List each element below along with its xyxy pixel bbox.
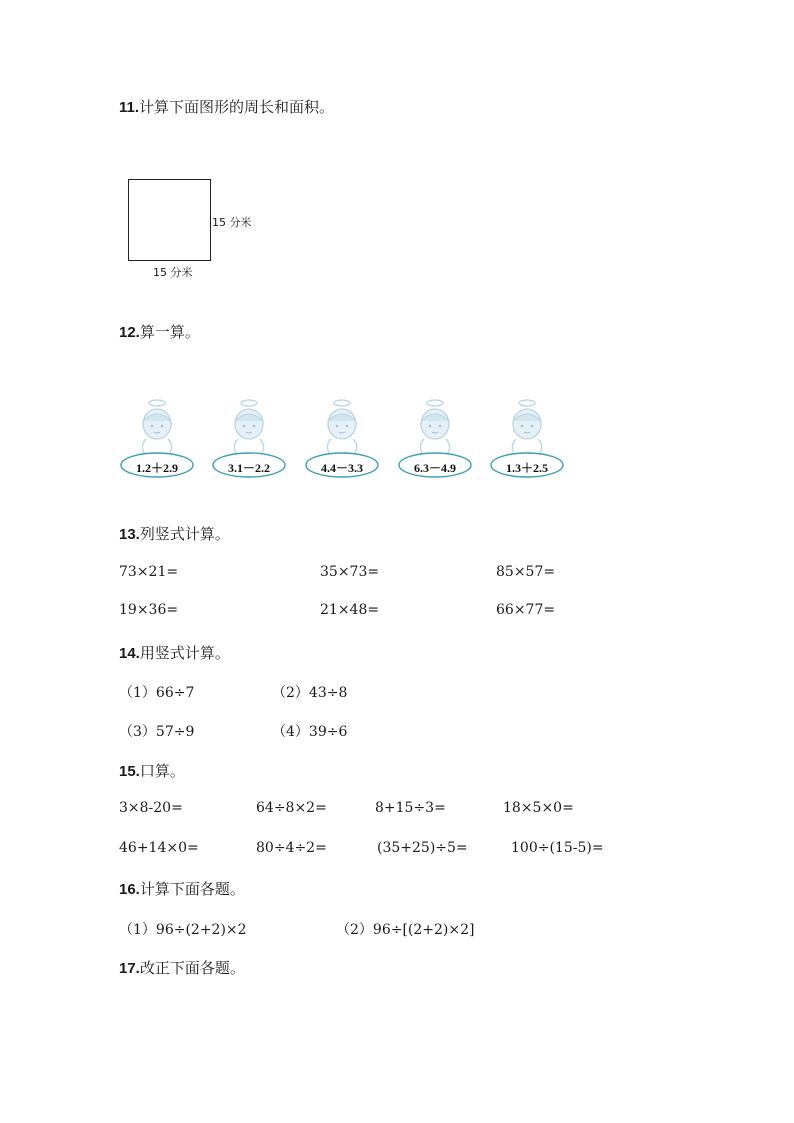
problem-text: （2）96÷[(2+2)×2] bbox=[336, 922, 475, 938]
problem-text: 80÷4÷2= bbox=[256, 840, 327, 856]
calc-card bbox=[305, 395, 381, 480]
calc-expression: 4.4－3.3 bbox=[320, 461, 363, 475]
problem-text: 64÷8×2= bbox=[256, 800, 327, 816]
problem-text: 18×5×0= bbox=[503, 800, 574, 816]
calc-card bbox=[120, 395, 196, 480]
calc-expression: 6.3－4.9 bbox=[413, 461, 456, 475]
problem-text: 21×48= bbox=[320, 602, 380, 618]
problem-text: 73×21= bbox=[119, 564, 179, 580]
problem-text: （1）66÷7 bbox=[119, 685, 195, 701]
square-side-label: 15 分米 bbox=[212, 216, 252, 229]
problem-text: 85×57= bbox=[496, 564, 556, 580]
problem-text: 35×73= bbox=[320, 564, 380, 580]
calc-expression: 1.3＋2.5 bbox=[505, 461, 548, 475]
problem-text: 3×8-20= bbox=[119, 800, 183, 816]
problem-text: 66×77= bbox=[496, 602, 556, 618]
calc-expression: 3.1－2.2 bbox=[227, 461, 270, 475]
q15-title: 15.口算。 bbox=[119, 762, 185, 780]
problem-text: 19×36= bbox=[119, 602, 179, 618]
problem-text: （3）57÷9 bbox=[119, 724, 195, 740]
calc-expression: 1.2＋2.9 bbox=[135, 461, 178, 475]
q14-title: 14.用竖式计算。 bbox=[119, 644, 230, 662]
problem-text: 46+14×0= bbox=[119, 840, 199, 856]
calc-card bbox=[212, 395, 288, 480]
problem-text: （4）39÷6 bbox=[272, 724, 348, 740]
problem-text: 8+15÷3= bbox=[375, 800, 446, 816]
problem-text: 100÷(15-5)= bbox=[511, 840, 604, 856]
q12-title: 12.算一算。 bbox=[119, 323, 200, 341]
problem-text: (35+25)÷5= bbox=[377, 840, 468, 856]
q17-title: 17.改正下面各题。 bbox=[119, 959, 245, 977]
problem-text: （1）96÷(2+2)×2 bbox=[119, 922, 247, 938]
q13-title: 13.列竖式计算。 bbox=[119, 525, 230, 543]
problem-text: （2）43÷8 bbox=[272, 685, 348, 701]
calc-card bbox=[490, 395, 566, 480]
square-figure bbox=[128, 179, 211, 261]
q16-title: 16.计算下面各题。 bbox=[119, 880, 245, 898]
square-bottom-label: 15 分米 bbox=[153, 266, 193, 279]
calc-card bbox=[398, 395, 474, 480]
q11-title: 11.计算下面图形的周长和面积。 bbox=[119, 98, 335, 116]
